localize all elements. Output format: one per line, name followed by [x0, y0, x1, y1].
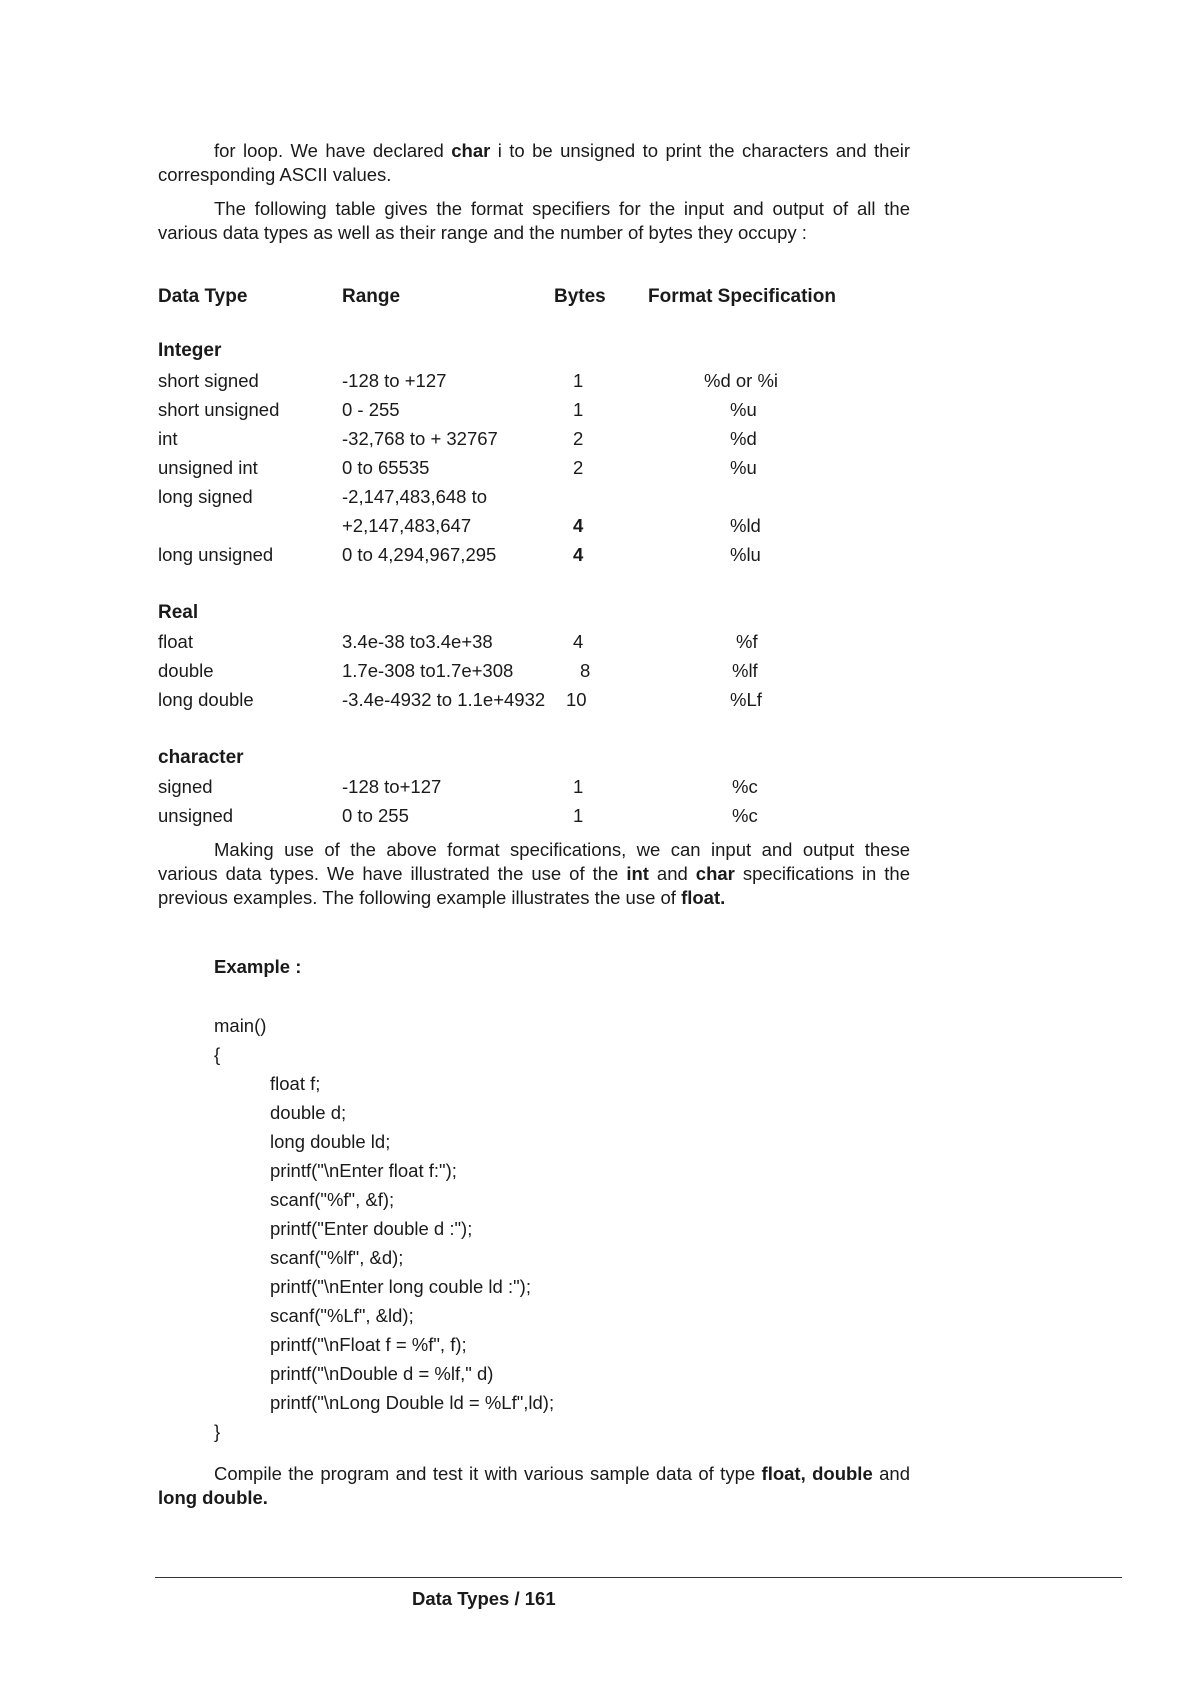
- row-range: 0 to 255: [342, 805, 409, 826]
- row-bytes: 1: [573, 370, 584, 391]
- code-line: printf("\nLong Double ld = %Lf",ld);: [270, 1392, 555, 1413]
- row-format: %c: [732, 805, 758, 826]
- intro-paragraph-1: for loop. We have declared char i to be unsigned to print the characters and their corresponding ASCII values.: [158, 140, 911, 185]
- row-type: short unsigned: [158, 399, 280, 420]
- row-range: -128 to +127: [342, 370, 447, 391]
- row-range: -32,768 to + 32767: [342, 428, 498, 449]
- row-type: double: [158, 660, 214, 681]
- code-line: printf("\nEnter long couble ld :");: [270, 1276, 531, 1297]
- row-bytes: 8: [580, 660, 591, 681]
- header-range: Range: [342, 286, 401, 307]
- footer-rule: [155, 1577, 1122, 1578]
- group-title-real: Real: [158, 602, 199, 623]
- row-bytes: 2: [573, 428, 584, 449]
- row-format: %u: [730, 457, 757, 478]
- row-format: %d or %i: [704, 370, 779, 391]
- row-range: 0 to 65535: [342, 457, 430, 478]
- row-type: long unsigned: [158, 544, 274, 565]
- code-line: scanf("%Lf", &ld);: [270, 1305, 414, 1326]
- row-range: 0 - 255: [342, 399, 400, 420]
- code-line: main(): [214, 1015, 267, 1036]
- row-format: %c: [732, 776, 758, 797]
- intro-paragraph-2: The following table gives the format specifiers for the input and output of all the various data types as well as their range and the number of bytes they occupy :: [158, 198, 910, 243]
- code-line: scanf("%f", &f);: [270, 1189, 395, 1210]
- row-format: %u: [730, 399, 757, 420]
- code-line: float f;: [270, 1073, 321, 1094]
- row-bytes: 4: [573, 515, 584, 536]
- row-bytes: 2: [573, 457, 584, 478]
- row-range: 0 to 4,294,967,295: [342, 544, 497, 565]
- code-line: scanf("%lf", &d);: [270, 1247, 404, 1268]
- row-type: int: [158, 428, 178, 449]
- code-line: printf("\nFloat f = %f", f);: [270, 1334, 467, 1355]
- row-type: unsigned int: [158, 457, 258, 478]
- row-bytes: 10: [566, 689, 587, 710]
- closing-paragraph: Compile the program and test it with various sample data of type float, double and long double.: [158, 1463, 910, 1508]
- row-range: -128 to+127: [342, 776, 442, 797]
- code-line: }: [214, 1421, 221, 1442]
- row-type: unsigned: [158, 805, 234, 826]
- group-title-character: character: [158, 747, 244, 768]
- row-bytes: 1: [573, 399, 584, 420]
- code-line: double d;: [270, 1102, 347, 1123]
- row-bytes: 1: [573, 776, 584, 797]
- row-type: long signed: [158, 486, 253, 507]
- row-format: %Lf: [730, 689, 762, 710]
- after-table-paragraph: Making use of the above format specifications, we can input and output these various data types. We have illustrated the use of the int and char specifications in the previous examples. The following example illustrates the use of float.: [158, 839, 910, 908]
- code-line: {: [214, 1044, 221, 1065]
- row-format: %ld: [730, 515, 761, 536]
- row-format: %f: [736, 631, 758, 652]
- page-footer: Data Types / 161: [412, 1588, 556, 1609]
- row-bytes: 4: [573, 631, 584, 652]
- row-bytes: 4: [573, 544, 584, 565]
- row-range: 3.4e-38 to3.4e+38: [342, 631, 493, 652]
- header-data-type: Data Type: [158, 286, 248, 307]
- row-range: -2,147,483,648 to: [342, 486, 488, 507]
- code-line: printf("\nEnter float f:");: [270, 1160, 457, 1181]
- row-range: 1.7e-308 to1.7e+308: [342, 660, 514, 681]
- row-type: float: [158, 631, 193, 652]
- row-type: long double: [158, 689, 254, 710]
- row-format: %lu: [730, 544, 761, 565]
- row-range: -3.4e-4932 to 1.1e+4932: [342, 689, 546, 710]
- row-bytes: 1: [573, 805, 584, 826]
- code-line: long double ld;: [270, 1131, 391, 1152]
- header-bytes: Bytes: [554, 286, 606, 307]
- row-type: short signed: [158, 370, 259, 391]
- code-line: printf("Enter double d :");: [270, 1218, 473, 1239]
- row-range: +2,147,483,647: [342, 515, 472, 536]
- row-format: %d: [730, 428, 757, 449]
- header-format-specification: Format Specification: [648, 286, 836, 307]
- row-type: signed: [158, 776, 213, 797]
- code-line: printf("\nDouble d = %lf," d): [270, 1363, 494, 1384]
- row-format: %lf: [732, 660, 758, 681]
- group-title-integer: Integer: [158, 340, 222, 361]
- example-label: Example :: [214, 956, 302, 977]
